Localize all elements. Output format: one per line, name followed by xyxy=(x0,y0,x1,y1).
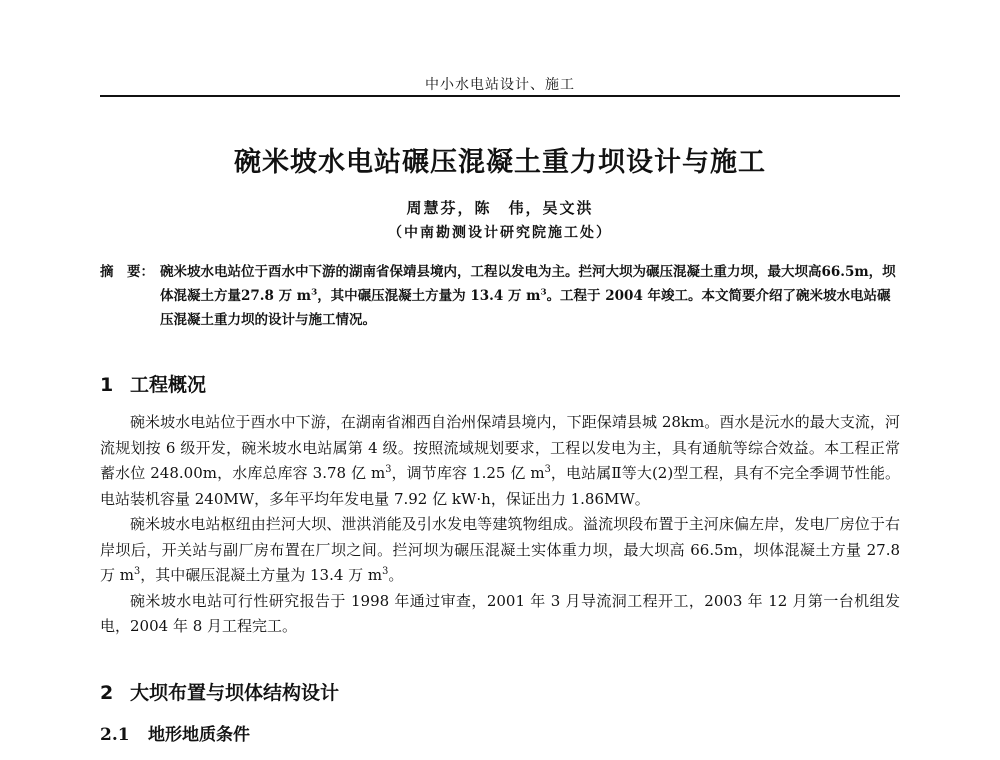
section-title: 工程概况 xyxy=(130,374,207,396)
section-title: 大坝布置与坝体结构设计 xyxy=(130,682,340,704)
section-1-body xyxy=(100,410,900,640)
paragraph xyxy=(100,512,900,589)
section-heading-1 xyxy=(100,370,206,397)
abstract xyxy=(100,260,900,332)
section-number: 1 xyxy=(100,374,114,396)
abstract-text xyxy=(160,260,900,332)
abstract-text-part: ，其中碾压混凝土方量为 13.4 万 m xyxy=(317,288,541,304)
abstract-text-part: 碗米坡水电站位于酉水中下游的湖南省保靖县境内，工程以发电为主。拦河大坝为碾压混凝土重力坝，最大坝高66.5m，坝体混凝土方量27.8 万 m xyxy=(160,264,896,304)
paragraph-text: 碗米坡水电站枢纽由拦河大坝、泄洪消能及引水发电等建筑物组成。溢流坝段布置于主河床偏左岸，发电厂房位于右岸坝后，开关站与副厂房布置在厂坝之间。拦河坝为碾压混凝土实体重力坝，最大坝高 66.5m，坝体混凝土方量 27.8 万 m xyxy=(100,515,900,584)
paragraph-text: ，电站属Ⅱ等大(2)型工程，具有不完全季调节性能。电站装机容量 240MW，多年平均年发电量 7.92 亿 kW·h，保证出力 1.86MW。 xyxy=(100,464,901,508)
section-number: 2 xyxy=(100,682,114,704)
superscript: 3 xyxy=(134,566,141,577)
superscript: 3 xyxy=(540,287,547,298)
abstract-text-part: 。工程于 2004 年竣工。本文简要介绍了碗米坡水电站碾压混凝土重力坝的设计与施工情况。 xyxy=(160,288,891,328)
abstract-label: 摘 要： xyxy=(100,264,154,280)
subsection-heading-2-1 xyxy=(100,720,250,745)
superscript: 3 xyxy=(311,287,318,298)
affiliation: （中南勘测设计研究院施工处） xyxy=(388,225,612,241)
paragraph-text: ，调节库容 1.25 亿 m xyxy=(391,464,545,482)
paper-title: 碗米坡水电站碾压混凝土重力坝设计与施工 xyxy=(234,147,766,178)
subsection-number: 2.1 xyxy=(100,725,130,745)
authors: 周慧芬，陈 伟，吴文洪 xyxy=(406,199,594,217)
paragraph: 碗米坡水电站可行性研究报告于 1998 年通过审查，2001 年 3 月导流洞工程开工，2003 年 12 月第一台机组发电，2004 年 8 月工程完工。 xyxy=(100,591,900,635)
running-head: 中小水电站设计、施工 xyxy=(425,77,575,93)
paragraph xyxy=(100,410,900,512)
superscript: 3 xyxy=(385,464,392,475)
paragraph-text: 碗米坡水电站位于酉水中下游，在湖南省湘西自治州保靖县境内，下距保靖县城 28km。酉水是沅水的最大支流，河流规划按 6 级开发，碗米坡水电站属第 4 级。按照流域规划要求，工程以发电为主，具有通航等综合效益。本工程正常蓄水位 248.00m，水库总库容 3.78 亿 m xyxy=(100,413,900,482)
superscript: 3 xyxy=(382,566,389,577)
header-rule xyxy=(100,95,900,97)
paragraph-text: 。 xyxy=(388,566,404,584)
subsection-title: 地形地质条件 xyxy=(148,725,250,745)
section-heading-2 xyxy=(100,678,339,705)
superscript: 3 xyxy=(544,464,551,475)
paragraph-text: ，其中碾压混凝土方量为 13.4 万 m xyxy=(140,566,383,584)
